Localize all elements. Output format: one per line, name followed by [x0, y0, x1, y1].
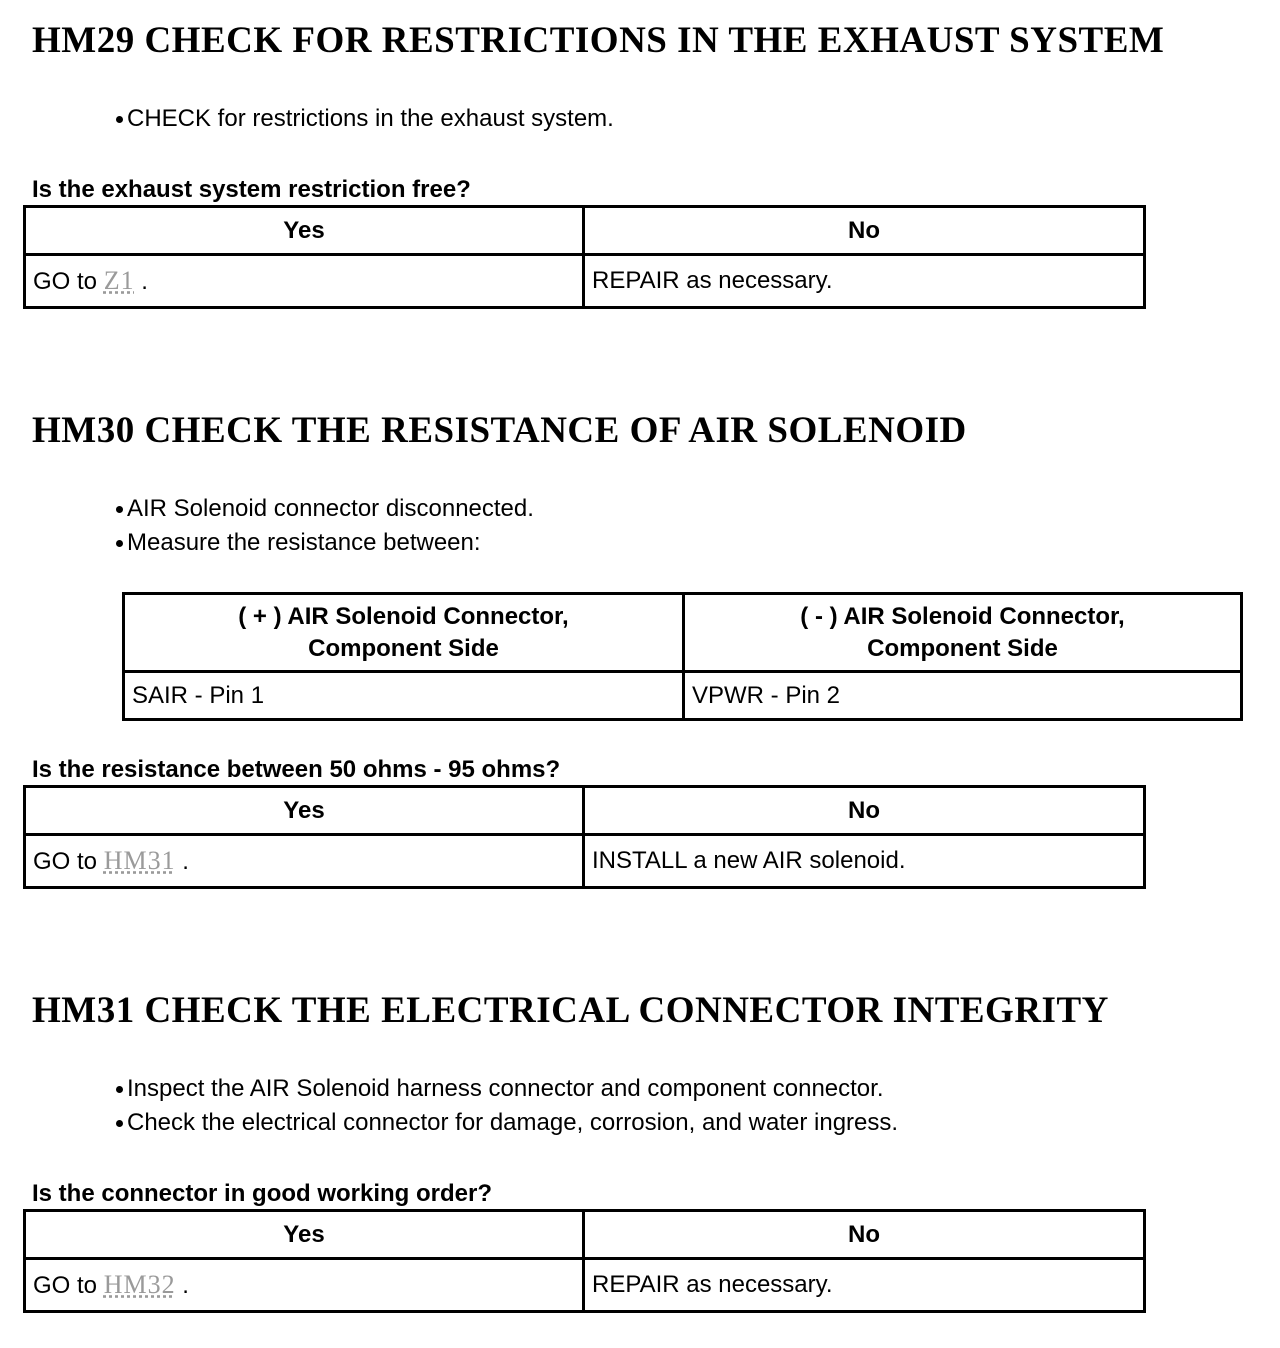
- section-hm31-bullets: [114, 1072, 898, 1140]
- yes-answer-cell: GO to HM31 .: [25, 835, 584, 888]
- pos-pin-cell: SAIR - Pin 1: [124, 672, 684, 720]
- section-hm30-pin-table: [122, 592, 1243, 721]
- no-answer-cell: REPAIR as necessary.: [584, 1259, 1145, 1312]
- section-hm31-question: Is the connector in good working order?: [32, 1180, 493, 1207]
- bullet-dot-icon: [116, 506, 123, 513]
- no-answer-cell: REPAIR as necessary.: [584, 255, 1145, 308]
- yes-column-header: Yes: [25, 787, 584, 835]
- pos-connector-header: ( + ) AIR Solenoid Connector, Component Side: [124, 594, 684, 672]
- bullet-item: Measure the resistance between:: [114, 526, 534, 560]
- bullet-item: AIR Solenoid connector disconnected.: [114, 492, 534, 526]
- goto-link-hm32[interactable]: HM32: [103, 1270, 176, 1299]
- section-hm31-title: HM31 CHECK THE ELECTRICAL CONNECTOR INTEGRITY: [32, 990, 1109, 1031]
- yes-column-header: Yes: [25, 1211, 584, 1259]
- no-column-header: No: [584, 787, 1145, 835]
- yes-answer-cell: GO to Z1 .: [25, 255, 584, 308]
- bullet-dot-icon: [116, 540, 123, 547]
- goto-link-hm31[interactable]: HM31: [103, 846, 176, 875]
- goto-link-z1[interactable]: Z1: [103, 266, 135, 295]
- bullet-item: Check the electrical connector for damage, corrosion, and water ingress.: [114, 1106, 898, 1140]
- section-hm29-question: Is the exhaust system restriction free?: [32, 176, 471, 203]
- section-hm29-bullets: [114, 102, 614, 136]
- section-hm30-question: Is the resistance between 50 ohms - 95 ohms?: [32, 756, 561, 783]
- section-hm29-answer-table: [23, 205, 1146, 309]
- section-hm31-answer-table: [23, 1209, 1146, 1313]
- section-hm30-answer-table: [23, 785, 1146, 889]
- bullet-dot-icon: [116, 1086, 123, 1093]
- bullet-item: Inspect the AIR Solenoid harness connector and component connector.: [114, 1072, 898, 1106]
- no-column-header: No: [584, 1211, 1145, 1259]
- bullet-item: CHECK for restrictions in the exhaust system.: [114, 102, 614, 136]
- bullet-dot-icon: [116, 1120, 123, 1127]
- section-hm30-title: HM30 CHECK THE RESISTANCE OF AIR SOLENOID: [32, 410, 967, 451]
- no-column-header: No: [584, 207, 1145, 255]
- neg-connector-header: ( - ) AIR Solenoid Connector, Component Side: [684, 594, 1242, 672]
- section-hm30-bullets: [114, 492, 534, 560]
- no-answer-cell: INSTALL a new AIR solenoid.: [584, 835, 1145, 888]
- section-hm29-title: HM29 CHECK FOR RESTRICTIONS IN THE EXHAUST SYSTEM: [32, 20, 1165, 61]
- neg-pin-cell: VPWR - Pin 2: [684, 672, 1242, 720]
- bullet-dot-icon: [116, 116, 123, 123]
- yes-answer-cell: GO to HM32 .: [25, 1259, 584, 1312]
- yes-column-header: Yes: [25, 207, 584, 255]
